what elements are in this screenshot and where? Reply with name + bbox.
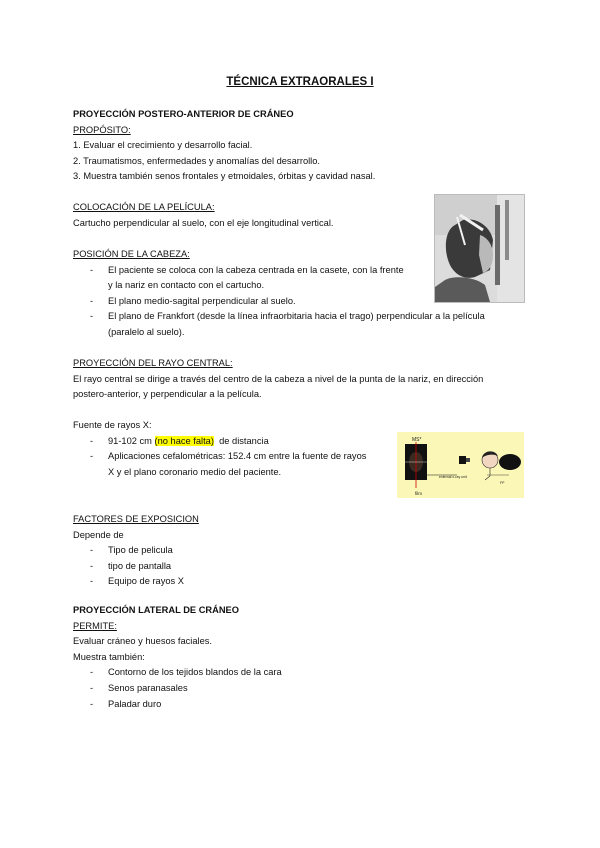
exposure-section	[73, 512, 523, 590]
exposure-item: - Equipo de rayos X	[73, 574, 523, 590]
ray-section	[73, 356, 533, 403]
head-label: POSICIÓN DE LA CABEZA:	[73, 249, 190, 259]
exposure-list	[73, 543, 523, 590]
exposure-item: - Tipo de pelicula	[73, 543, 523, 559]
pa-setup-diagram	[397, 432, 524, 498]
diagram-label-fp: FP	[500, 481, 505, 485]
pa-setup-illustration	[397, 432, 524, 498]
source-label: Fuente de rayos X:	[73, 420, 152, 430]
ray-text-line: postero-anterior, y perpendicular a la película.	[73, 389, 262, 400]
exposure-label: FACTORES DE EXPOSICION	[73, 514, 199, 524]
source-section	[73, 418, 403, 480]
head-item: - El paciente se coloca con la cabeza centrada en la casete, con la frente y la nariz en contacto con el cartucho.	[73, 263, 533, 294]
lateral-item: - Senos paranasales	[73, 681, 523, 697]
allows-text: Evaluar cráneo y huesos faciales.	[73, 636, 213, 647]
lateral-list	[73, 665, 523, 712]
lateral-heading: PROYECCIÓN LATERAL DE CRÁNEO	[73, 605, 239, 615]
ray-label: PROYECCIÓN DEL RAYO CENTRAL:	[73, 358, 233, 368]
source-item: - 91-102 cm (no hace falta) de distancia	[73, 434, 403, 450]
head-item: - El plano medio-sagital perpendicular al suelo.	[73, 294, 533, 310]
patient-photo-illustration	[435, 195, 524, 302]
exposure-item: - tipo de pantalla	[73, 559, 523, 575]
ray-text-line: El rayo central se dirige a través del centro de la cabeza a nivel de la punta de la nariz, en dirección	[73, 373, 484, 384]
also-text: Muestra también:	[73, 651, 145, 662]
purpose-item: 2. Traumatismos, enfermedades y anomalías del desarrollo.	[73, 155, 321, 166]
purpose-item: 3. Muestra también senos frontales y etmoidales, órbitas y cavidad nasal.	[73, 171, 376, 182]
pa-section	[73, 107, 523, 185]
patient-positioning-photo	[434, 194, 525, 303]
film-label: COLOCACIÓN DE LA PELÍCULA:	[73, 202, 215, 212]
head-item: - El plano de Frankfort (desde la línea infraorbitaria hacia el trago) perpendicular a la película (paralelo al suelo).	[73, 309, 533, 340]
lateral-item: - Contorno de los tejidos blandos de la cara	[73, 665, 523, 681]
highlight-note: (no hace falta)	[154, 435, 214, 446]
diagram-label-top: MS*	[412, 437, 422, 443]
allows-label: PERMITE:	[73, 620, 117, 631]
purpose-item: 1. Evaluar el crecimiento y desarrollo facial.	[73, 140, 253, 151]
source-list	[73, 434, 403, 481]
depends-text: Depende de	[73, 529, 124, 540]
purpose-label: PROPÓSITO:	[73, 124, 131, 135]
pa-heading: PROYECCIÓN POSTERO-ANTERIOR DE CRÁNEO	[73, 109, 294, 119]
diagram-label-film: film	[415, 491, 422, 496]
source-item: - Aplicaciones cefalométricas: 152.4 cm entre la fuente de rayos X y el plano coronario medio del paciente.	[73, 449, 403, 480]
skull-outline-shape	[499, 454, 521, 470]
document-title: TÉCNICA EXTRAORALES I	[226, 76, 374, 88]
lateral-section	[73, 603, 523, 712]
film-text: Cartucho perpendicular al suelo, con el eje longitudinal vertical.	[73, 217, 334, 228]
diagram-label-unit: external x-ray unit	[439, 475, 467, 479]
lateral-item: - Paladar duro	[73, 697, 523, 713]
